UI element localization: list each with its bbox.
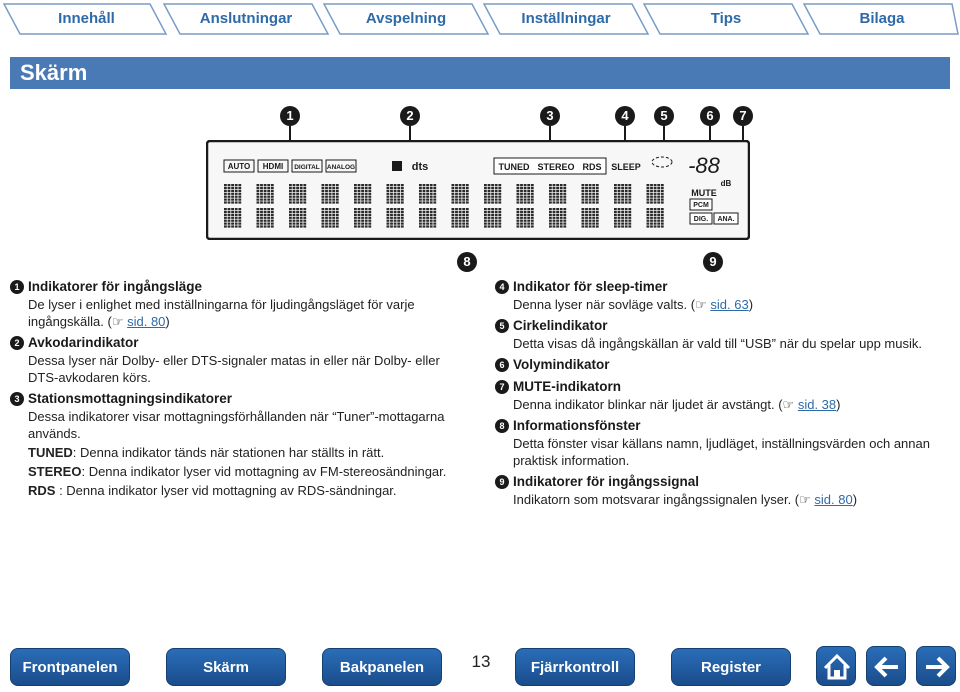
item-desc: Detta fönster visar källans namn, ljudläget, inställningsvärden och annan praktisk information. xyxy=(513,436,930,468)
item-number: 1 xyxy=(10,280,24,294)
item-title: Stationsmottagningsindikatorer xyxy=(28,391,233,406)
indicator-pcm: PCM xyxy=(693,202,709,209)
page-link[interactable]: sid. 63 xyxy=(710,297,749,312)
item-8 xyxy=(495,417,935,469)
indicator-dig: DIG. xyxy=(693,216,709,223)
callout-4: 4 xyxy=(615,106,635,126)
back-button[interactable] xyxy=(866,646,906,686)
item-title: Indikatorer för ingångsläge xyxy=(28,279,203,294)
callout-9: 9 xyxy=(703,252,723,272)
item-title: Cirkelindikator xyxy=(513,318,608,333)
item-title: Informationsfönster xyxy=(513,418,641,433)
item-7 xyxy=(495,378,935,413)
tab-tips[interactable]: Tips xyxy=(710,10,742,27)
indicator-mute: MUTE xyxy=(691,188,717,198)
page-number: 13 xyxy=(471,652,491,671)
station-line-stereo: STEREO: Denna indikator lyser vid mottagning av FM-stereosändningar. xyxy=(28,464,447,479)
item-number: 8 xyxy=(495,419,509,433)
item-2 xyxy=(10,334,450,386)
indicator-tuned: TUNED xyxy=(498,162,530,172)
section-header xyxy=(10,57,950,89)
pointing-hand-icon: ☞ xyxy=(799,492,815,507)
pointing-hand-icon: ☞ xyxy=(111,314,128,329)
description-left xyxy=(10,278,450,499)
item-title: Indikator för sleep-timer xyxy=(513,279,668,294)
indicator-analog: ANALOG xyxy=(326,164,356,171)
item-desc: Dessa indikatorer visar mottagningsförhållanden när “Tuner”-mottagarna används. xyxy=(28,409,445,441)
indicator-auto: AUTO xyxy=(227,162,251,171)
callout-1: 1 xyxy=(280,106,300,126)
callout-5: 5 xyxy=(654,106,674,126)
item-desc: Denna indikator blinkar när ljudet är avstängt. (☞ sid. 38) xyxy=(513,397,841,412)
item-4 xyxy=(495,278,935,313)
item-number: 5 xyxy=(495,319,509,333)
callout-7: 7 xyxy=(733,106,753,126)
item-desc: Detta visas då ingångskällan är vald till “USB” när du spelar upp musik. xyxy=(513,336,922,351)
item-number: 2 xyxy=(10,336,24,350)
page-link[interactable]: sid. 80 xyxy=(127,314,166,329)
forward-arrow-icon xyxy=(917,647,957,687)
pointing-hand-icon: ☞ xyxy=(695,297,711,312)
indicator-rds: RDS xyxy=(582,162,602,172)
register-button[interactable]: Register xyxy=(671,648,791,686)
item-number: 4 xyxy=(495,280,509,294)
tab-innehall[interactable]: Innehåll xyxy=(58,10,115,27)
tab-installningar[interactable]: Inställningar xyxy=(521,10,611,27)
item-desc: De lyser i enlighet med inställningarna för ljudingångsläget för varje ingångskälla. (☞ sid. 80) xyxy=(28,297,415,329)
page-link[interactable]: sid. 80 xyxy=(814,492,853,507)
back-arrow-icon xyxy=(867,647,907,687)
section-title: Skärm xyxy=(20,60,88,85)
top-navigation xyxy=(0,0,960,38)
callout-6: 6 xyxy=(700,106,720,126)
indicator-sleep: SLEEP xyxy=(611,162,641,172)
bakpanelen-button[interactable]: Bakpanelen xyxy=(322,648,442,686)
indicator-digital: DIGITAL xyxy=(294,164,320,171)
callout-8: 8 xyxy=(457,252,477,272)
item-3 xyxy=(10,390,450,499)
indicator-hdmi: HDMI xyxy=(262,162,284,171)
item-desc: Indikatorn som motsvarar ingångssignalen lyser. (☞ sid. 80) xyxy=(513,492,858,507)
item-1 xyxy=(10,278,450,330)
item-number: 7 xyxy=(495,380,509,394)
tab-anslutningar[interactable]: Anslutningar xyxy=(199,10,293,27)
item-title: Avkodarindikator xyxy=(28,335,139,350)
frontpanelen-button[interactable]: Frontpanelen xyxy=(10,648,130,686)
callout-3: 3 xyxy=(540,106,560,126)
station-line-rds: RDS : Denna indikator lyser vid mottagning av RDS-sändningar. xyxy=(28,483,397,498)
item-title: Indikatorer för ingångssignal xyxy=(513,474,700,489)
item-title: MUTE-indikatorn xyxy=(513,379,621,394)
item-number: 6 xyxy=(495,358,509,372)
callout-2: 2 xyxy=(400,106,420,126)
front-display-panel xyxy=(206,140,750,240)
item-desc: Denna lyser när sovläge valts. (☞ sid. 63) xyxy=(513,297,754,312)
item-6 xyxy=(495,356,935,374)
station-line-tuned: TUNED: Denna indikator tänds när stationen har ställts in rätt. xyxy=(28,445,385,460)
home-button[interactable] xyxy=(816,646,856,686)
item-title: Volymindikator xyxy=(513,357,610,372)
item-number: 9 xyxy=(495,475,509,489)
display-graphic xyxy=(206,140,750,240)
tab-bilaga[interactable]: Bilaga xyxy=(859,10,905,27)
indicator-stereo: STEREO xyxy=(537,162,575,172)
forward-button[interactable] xyxy=(916,646,956,686)
item-9 xyxy=(495,473,935,508)
item-desc: Dessa lyser när Dolby- eller DTS-signaler matas in eller när Dolby- eller DTS-avkodaren körs. xyxy=(28,353,440,385)
indicator-dts: dts xyxy=(411,161,429,173)
page-link[interactable]: sid. 38 xyxy=(797,397,837,412)
skarm-button[interactable]: Skärm xyxy=(166,648,286,686)
item-5 xyxy=(495,317,935,352)
pointing-hand-icon: ☞ xyxy=(782,397,798,412)
fjarrkontroll-button[interactable]: Fjärrkontroll xyxy=(515,648,635,686)
indicator-ana: ANA. xyxy=(717,216,735,223)
tab-avspelning[interactable]: Avspelning xyxy=(365,10,447,27)
home-icon xyxy=(817,647,857,687)
svg-text:-88: -88 xyxy=(688,153,720,178)
description-right xyxy=(495,278,935,508)
indicator-db: dB xyxy=(720,179,732,188)
item-number: 3 xyxy=(10,392,24,406)
